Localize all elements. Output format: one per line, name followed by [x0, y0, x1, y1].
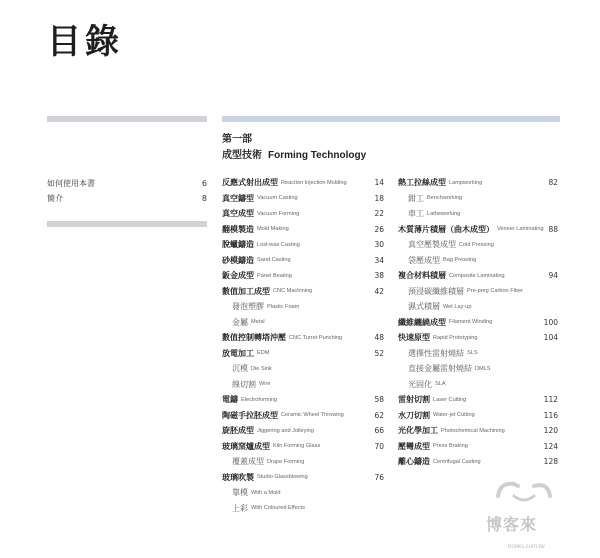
entry-title-en: Jiggering and Jolleying — [257, 427, 314, 434]
entry-title-en: Benchworking — [427, 195, 463, 202]
entry-title: 預浸碳纖維積層 — [408, 286, 464, 296]
entry-title-en: Kiln Forming Glass — [273, 443, 321, 450]
entry-title-en: Press Braking — [433, 443, 468, 450]
entry-title-en: Cold Pressing — [459, 241, 494, 248]
toc-entry[interactable] — [398, 408, 558, 424]
entry-title: 真空成型 — [222, 209, 254, 219]
toc-entry[interactable] — [222, 268, 384, 284]
entry-title-en: Rapid Prototyping — [433, 334, 478, 341]
entry-title-en: Filament Winding — [449, 319, 493, 326]
entry-title-en: With a Mold — [251, 489, 281, 496]
toc-entry[interactable] — [222, 222, 384, 238]
entry-title-en: Drape Forming — [267, 458, 305, 465]
toc-entry[interactable] — [398, 330, 558, 346]
entry-title: 真空鑄型 — [222, 193, 254, 203]
entry-title-en: Lost-wax Casting — [257, 241, 300, 248]
entry-title: 光化學加工 — [398, 426, 438, 436]
entry-title-en: Plastic Foam — [267, 303, 300, 310]
toc-subentry[interactable] — [222, 485, 384, 501]
toc-subentry[interactable] — [398, 253, 558, 269]
entry-title: 車工 — [408, 209, 424, 219]
entry-title-en: Water-jet Cutting — [433, 412, 475, 419]
toc-subentry[interactable] — [222, 454, 384, 470]
entry-title-en: Veneer Laminating — [497, 226, 544, 233]
entry-title: 發泡塑膠 — [232, 302, 264, 312]
toc-entry[interactable] — [398, 392, 558, 408]
entry-title: 鉗工 — [408, 193, 424, 203]
entry-page: 6 — [201, 179, 207, 188]
entry-title: 翻模製造 — [222, 224, 254, 234]
entry-title-en: Vacuum Forming — [257, 210, 300, 217]
watermark-logo — [484, 476, 564, 546]
entry-title: 選擇性雷射燒結 — [408, 348, 464, 358]
toc-entry[interactable] — [222, 470, 384, 486]
entry-title: 熱工拉絲成型 — [398, 178, 446, 188]
toc-subentry[interactable] — [222, 377, 384, 393]
toc-entry[interactable] — [222, 346, 384, 362]
entry-page: 104 — [543, 333, 558, 343]
entry-page: 8 — [201, 194, 207, 203]
toc-column-1 — [222, 175, 384, 516]
entry-page: 116 — [543, 410, 558, 420]
entry-title-en: Laser Cutting — [433, 396, 467, 403]
toc-entry[interactable] — [398, 268, 558, 284]
entry-title-en: Mold Making — [257, 226, 289, 233]
entry-title: 脫蠟鑄造 — [222, 240, 254, 250]
entry-page: 22 — [374, 209, 384, 219]
entry-title: 反應式射出成型 — [222, 178, 278, 188]
entry-title-en: Electroforming — [241, 396, 278, 403]
entry-title-en: Studio Glassblowing — [257, 474, 308, 481]
entry-title: 電鑄 — [222, 395, 238, 405]
entry-title: 玻璃窯爐成型 — [222, 441, 270, 451]
toc-entry[interactable] — [398, 423, 558, 439]
toc-subentry[interactable] — [222, 361, 384, 377]
toc-entry[interactable] — [222, 284, 384, 300]
entry-page: 62 — [374, 410, 384, 420]
entry-title: 沉模 — [232, 364, 248, 374]
toc-subentry[interactable] — [398, 191, 558, 207]
toc-entry[interactable] — [222, 175, 384, 191]
divider-bar-right — [222, 116, 560, 122]
toc-entry[interactable] — [222, 330, 384, 346]
toc-subentry[interactable] — [398, 237, 558, 253]
toc-column-2 — [398, 175, 558, 470]
toc-subentry[interactable] — [398, 346, 558, 362]
toc-entry[interactable] — [222, 408, 384, 424]
entry-title-en: Sand Casting — [257, 257, 291, 264]
entry-page: 52 — [374, 348, 384, 358]
entry-title-en: Vacuum Casting — [257, 195, 298, 202]
toc-entry[interactable] — [398, 222, 558, 238]
entry-title: 快速原型 — [398, 333, 430, 343]
entry-page: 120 — [543, 426, 558, 436]
entry-title-en: Bag Pressing — [443, 257, 477, 264]
entry-title: 上彩 — [232, 503, 248, 513]
toc-entry[interactable] — [47, 191, 207, 206]
entry-title-en: EDM — [257, 350, 270, 357]
entry-title: 旋胚成型 — [222, 426, 254, 436]
toc-entry[interactable] — [398, 315, 558, 331]
entry-page: 18 — [374, 193, 384, 203]
entry-title: 如何使用本書 — [47, 179, 95, 188]
toc-entry[interactable] — [222, 253, 384, 269]
entry-title-en: Wet Lay-up — [443, 303, 472, 310]
entry-title: 離心鑄造 — [398, 457, 430, 467]
entry-title-en: With Coloured Effects — [251, 505, 305, 512]
toc-entry[interactable] — [222, 191, 384, 207]
entry-page: 66 — [374, 426, 384, 436]
watermark-url: books.com.tw — [508, 544, 545, 550]
toc-subentry[interactable] — [222, 315, 384, 331]
toc-entry[interactable] — [222, 206, 384, 222]
toc-subentry[interactable] — [222, 299, 384, 315]
entry-title: 濕式積層 — [408, 302, 440, 312]
entry-title: 木質薄片積層（曲木成型） — [398, 224, 494, 234]
entry-title-en: Centrifugal Casting — [433, 458, 481, 465]
part-title-en: Forming Technology — [268, 150, 367, 161]
toc-subentry[interactable] — [398, 284, 558, 300]
entry-title: 陶磁手拉胚成型 — [222, 410, 278, 420]
part-title — [222, 146, 366, 161]
entry-title-en: SLA — [435, 381, 446, 388]
toc-subentry[interactable] — [398, 361, 558, 377]
entry-page: 100 — [543, 317, 558, 327]
toc-entry[interactable] — [398, 439, 558, 455]
part-title-zh: 成型技術 — [222, 150, 262, 161]
entry-title-en: Metal — [251, 319, 265, 326]
entry-page: 30 — [374, 240, 384, 250]
toc-entry[interactable] — [222, 423, 384, 439]
toc-entry[interactable] — [398, 454, 558, 470]
toc-entry[interactable] — [222, 392, 384, 408]
entry-title: 數值加工成型 — [222, 286, 270, 296]
entry-title: 複合材料積層 — [398, 271, 446, 281]
entry-page: 76 — [374, 472, 384, 482]
entry-page: 14 — [374, 178, 384, 188]
entry-title-en: CNC Machining — [273, 288, 313, 295]
entry-title-en: Pre-preg Carbon Fiber — [467, 288, 523, 295]
divider-bar-left — [47, 116, 207, 122]
toc-subentry[interactable] — [222, 501, 384, 517]
entry-page: 38 — [374, 271, 384, 281]
entry-page: 26 — [374, 224, 384, 234]
entry-page: 58 — [374, 395, 384, 405]
entry-title-en: Photochemical Machining — [441, 427, 505, 434]
entry-title: 雷射切割 — [398, 395, 430, 405]
entry-page: 88 — [548, 224, 558, 234]
entry-title: 簡介 — [47, 194, 63, 203]
entry-title-en: Die Sink — [251, 365, 272, 372]
entry-title-en: Lampworking — [449, 179, 483, 186]
entry-title-en: DMLS — [475, 365, 491, 372]
entry-title: 壓彎成型 — [398, 441, 430, 451]
entry-title-en: Wire — [259, 381, 271, 388]
entry-title: 袋壓成型 — [408, 255, 440, 265]
page-title: 目錄 — [47, 22, 123, 62]
entry-title: 線切割 — [232, 379, 256, 389]
entry-page: 128 — [543, 457, 558, 467]
entry-title: 真空壓製成型 — [408, 240, 456, 250]
toc-entry[interactable] — [47, 176, 207, 191]
part-label: 第一部 — [222, 134, 252, 145]
entry-title: 水刀切割 — [398, 410, 430, 420]
entry-title-en: Latheworking — [427, 210, 461, 217]
toc-subentry[interactable] — [398, 299, 558, 315]
entry-title: 覆蓋成型 — [232, 457, 264, 467]
front-matter-list — [47, 176, 207, 206]
entry-title-en: Panel Beating — [257, 272, 292, 279]
entry-title-en: Reaction Injection Molding — [281, 179, 347, 186]
entry-page: 42 — [374, 286, 384, 296]
entry-title-en: CNC Turret Punching — [289, 334, 343, 341]
entry-title-en: Ceramic Wheel Throwing — [281, 412, 344, 419]
entry-title: 直接金屬雷射燒結 — [408, 364, 472, 374]
watermark-text: 博客來 — [486, 515, 538, 534]
entry-title: 放電加工 — [222, 348, 254, 358]
entry-title: 金屬 — [232, 317, 248, 327]
entry-page: 48 — [374, 333, 384, 343]
divider-bar-left-lower — [47, 221, 207, 227]
entry-title-en: SLS — [467, 350, 478, 357]
entry-title: 數值控制轉塔沖壓 — [222, 333, 286, 343]
entry-title: 纖維纏繞成型 — [398, 317, 446, 327]
entry-title: 光固化 — [408, 379, 432, 389]
entry-page: 34 — [374, 255, 384, 265]
entry-page: 70 — [374, 441, 384, 451]
entry-title: 玻璃吹製 — [222, 472, 254, 482]
toc-entry[interactable] — [222, 439, 384, 455]
entry-title: 鈑金成型 — [222, 271, 254, 281]
toc-subentry[interactable] — [398, 377, 558, 393]
entry-page: 82 — [548, 178, 558, 188]
entry-page: 94 — [548, 271, 558, 281]
entry-page: 124 — [543, 441, 558, 451]
entry-title: 砂模鑄造 — [222, 255, 254, 265]
toc-entry[interactable] — [398, 175, 558, 191]
entry-page: 112 — [543, 395, 558, 405]
toc-subentry[interactable] — [398, 206, 558, 222]
entry-title-en: Composite Laminating — [449, 272, 505, 279]
entry-title: 靠模 — [232, 488, 248, 498]
toc-entry[interactable] — [222, 237, 384, 253]
